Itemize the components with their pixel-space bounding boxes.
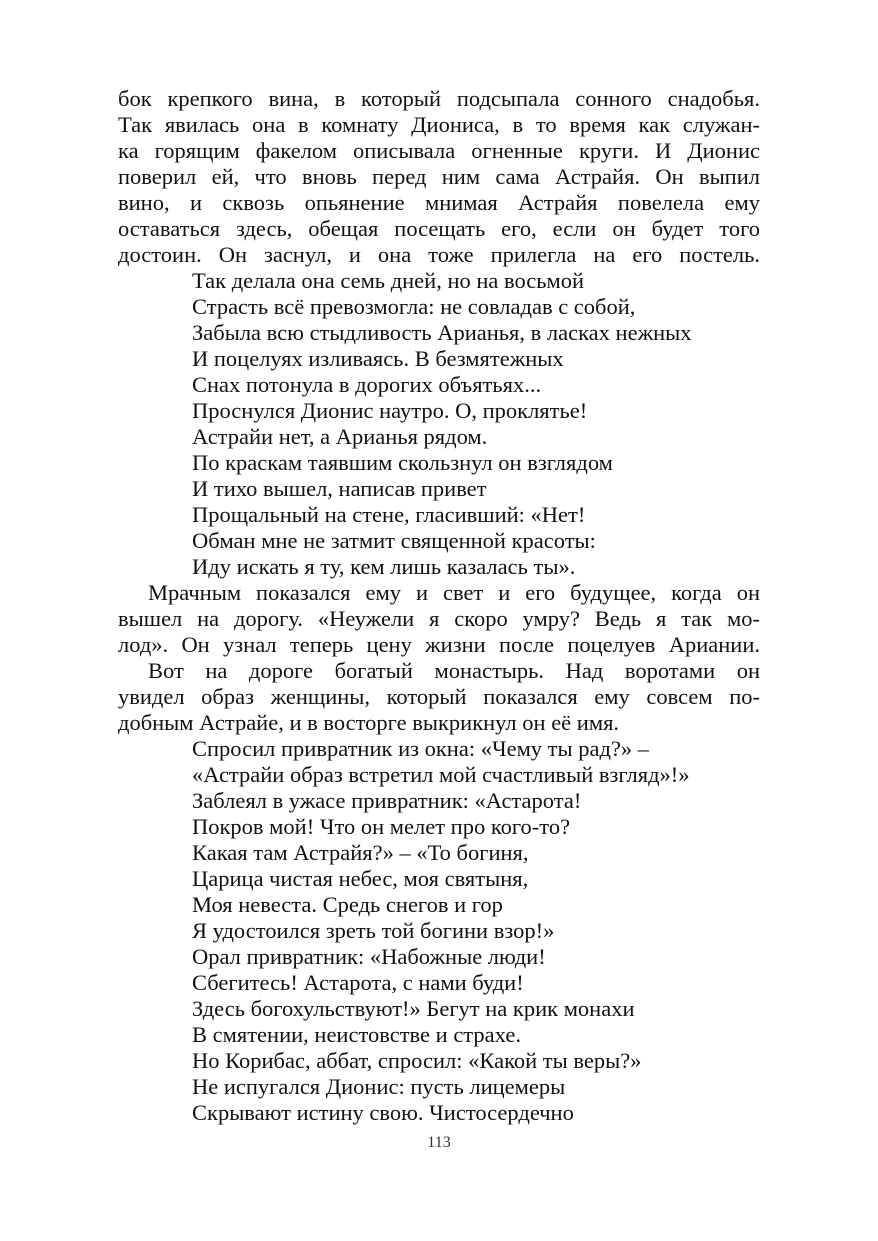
verse-line: Царица чистая небес, моя святыня, [192, 866, 529, 891]
text-line: вино, и сквозь опьянение мнимая Астрайя повелела ему [118, 190, 760, 215]
text-line: увидел образ женщины, который показался ему совсем по- [118, 684, 760, 709]
verse-line: Покров мой! Что он мелет про кого-то? [192, 814, 571, 839]
verse-block-1 [118, 268, 760, 580]
verse-line: Скрывают истину свою. Чистосердечно [192, 1100, 574, 1125]
paragraph-2 [118, 580, 760, 658]
verse-line: Астрайи нет, а Арианья рядом. [192, 424, 488, 449]
text-line: лод». Он узнал теперь цену жизни после поцелуев Ариании. [118, 632, 760, 657]
verse-line: Не испугался Дионис: пусть лицемеры [192, 1074, 566, 1099]
verse-line: Заблеял в ужасе привратник: «Астарота! [192, 788, 582, 813]
text-line: поверил ей, что вновь перед ним сама Астрайя. Он выпил [118, 164, 760, 189]
page-number: 113 [427, 1134, 451, 1151]
verse-line: Так делала она семь дней, но на восьмой [192, 268, 585, 293]
verse-line: Здесь богохульствуют!» Бегут на крик монахи [192, 996, 635, 1021]
verse-line: Я удостоился зреть той богини взор!» [192, 918, 555, 943]
verse-line: Обман мне не затмит священной красоты: [192, 528, 596, 553]
verse-line: Снах потонула в дорогих объятьях... [192, 372, 542, 397]
text-line: бок крепкого вина, в который подсыпала сонного снадобья. [118, 86, 760, 111]
verse-line: По краскам таявшим скользнул он взглядом [192, 450, 613, 475]
verse-line: Иду искать я ту, кем лишь казалась ты». [192, 554, 576, 579]
verse-line: Орал привратник: «Набожные люди! [192, 944, 546, 969]
verse-line: И поцелуях изливаясь. В безмятежных [192, 346, 564, 371]
paragraph-1 [118, 86, 760, 268]
paragraph-3 [118, 658, 760, 736]
verse-line: В смятении, неистовстве и страхе. [192, 1022, 521, 1047]
verse-line: Сбегитесь! Астарота, с нами буди! [192, 970, 524, 995]
verse-line: Проснулся Дионис наутро. О, проклятье! [192, 398, 588, 423]
verse-line: Забыла всю стыдливость Арианья, в ласках нежных [192, 320, 692, 345]
verse-line: Страсть всё превозмогла: не совладав с собой, [192, 294, 636, 319]
verse-block-2 [118, 736, 760, 1126]
verse-line: Моя невеста. Средь снегов и гор [192, 892, 503, 917]
text-line: ка горящим факелом описывала огненные круги. И Дионис [118, 138, 760, 163]
verse-line: Спросил привратник из окна: «Чему ты рад?» – [192, 736, 650, 761]
text-line: Мрачным показался ему и свет и его будущее, когда он [148, 580, 760, 605]
text-line: вышел на дорогу. «Неужели я скоро умру? Ведь я так мо- [118, 606, 760, 631]
verse-line: Какая там Астрайя?» – «То богиня, [192, 840, 529, 865]
verse-line: И тихо вышел, написав привет [192, 476, 487, 501]
text-line: Вот на дороге богатый монастырь. Над воротами он [148, 658, 760, 683]
verse-line: «Астрайи образ встретил мой счастливый взгляд»!» [192, 762, 690, 787]
text-line: Так явилась она в комнату Диониса, в то время как служан- [118, 112, 760, 137]
text-line: оставаться здесь, обещая посещать его, если он будет того [118, 216, 760, 241]
text-line: достоин. Он заснул, и она тоже прилегла на его постель. [118, 242, 760, 267]
verse-line: Но Корибас, аббат, спросил: «Какой ты веры?» [192, 1048, 642, 1073]
verse-line: Прощальный на стене, гласивший: «Нет! [192, 502, 586, 527]
page-body [118, 86, 760, 1126]
text-line: добным Астрайе, и в восторге выкрикнул он её имя. [118, 710, 620, 735]
